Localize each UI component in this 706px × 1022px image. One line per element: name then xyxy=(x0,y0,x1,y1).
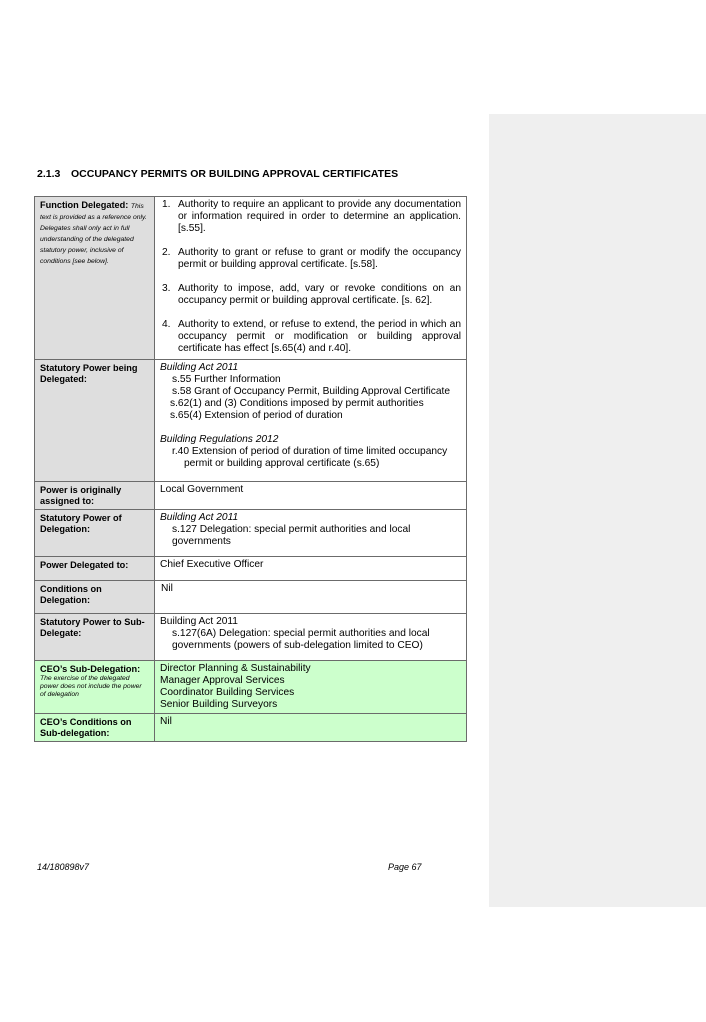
building-regulations-title: Building Regulations 2012 xyxy=(160,434,279,445)
assigned-label: Power is originally assigned to: xyxy=(35,482,155,510)
statutory-delegation-cell xyxy=(155,510,467,557)
regulation-40: r.40 Extension of period of duration of time limited occupancy permit or building approval certificate (s.65) xyxy=(172,446,448,469)
statutory-power-cell xyxy=(155,360,467,482)
ceo-sub-delegation-label: CEO’s Sub-Delegation: xyxy=(40,664,141,674)
assigned-value: Local Government xyxy=(155,482,467,510)
sub-delegate-item: Senior Building Surveyors xyxy=(160,699,278,710)
ceo-conditions-value: Nil xyxy=(155,714,467,742)
statutory-delegation-section: s.127 Delegation: special permit authorities and local governments xyxy=(172,524,411,547)
section-title: OCCUPANCY PERMITS OR BUILDING APPROVAL CERTIFICATES xyxy=(71,168,399,180)
ceo-sub-delegation-list xyxy=(155,661,467,714)
statutory-power-label: Statutory Power being Delegated: xyxy=(35,360,155,482)
sub-delegate-item: Manager Approval Services xyxy=(160,675,285,686)
comment-pane xyxy=(489,114,706,907)
row-ceo-sub-delegation xyxy=(35,661,467,714)
function-delegated-note: This text is provided as a reference only. Delegates shall only act in full understanding of the delegated statutory power, inclusive of conditions [see below]. xyxy=(40,203,147,265)
row-statutory-delegation xyxy=(35,510,467,557)
sub-delegate-item: Coordinator Building Services xyxy=(160,687,295,698)
conditions-label: Conditions on Delegation: xyxy=(35,581,155,614)
building-act-title: Building Act 2011 xyxy=(160,362,239,373)
function-item: 4. Authority to extend, or refuse to extend, the period in which an occupancy permit or modification or building approval certificate has effect [s.65(4) and r.40]. xyxy=(162,319,461,354)
conditions-value: Nil xyxy=(155,581,467,614)
delegation-table xyxy=(34,196,467,742)
document-reference: 14/180898v7 xyxy=(37,862,90,872)
function-list xyxy=(160,199,461,355)
row-function-delegated xyxy=(35,197,467,360)
function-item: 3. Authority to impose, add, vary or revoke conditions on an occupancy permit or building approval certificate. [s. 62]. xyxy=(162,283,461,306)
function-item: 1. Authority to require an applicant to provide any documentation or information required in order to determine an application. [s.55]. xyxy=(162,199,461,234)
section-number: 2.1.3 xyxy=(37,168,61,180)
row-assigned xyxy=(35,482,467,510)
row-delegated-to xyxy=(35,557,467,581)
row-ceo-conditions xyxy=(35,714,467,742)
sub-delegate-power-cell xyxy=(155,614,467,661)
sub-delegate-item: Director Planning & Sustainability xyxy=(160,663,311,674)
section-65: s.65(4) Extension of period of duration xyxy=(170,410,343,421)
row-conditions xyxy=(35,581,467,614)
section-62: s.62(1) and (3) Conditions imposed by permit authorities xyxy=(170,398,424,409)
sub-delegate-section: s.127(6A) Delegation: special permit authorities and local governments (powers of sub-delegation limited to CEO) xyxy=(172,628,430,651)
ceo-conditions-label: CEO’s Conditions on Sub-delegation: xyxy=(35,714,155,742)
statutory-delegation-act: Building Act 2011 xyxy=(160,512,239,523)
statutory-delegation-label: Statutory Power of Delegation: xyxy=(35,510,155,557)
row-sub-delegate-power xyxy=(35,614,467,661)
sub-delegate-power-label: Statutory Power to Sub-Delegate: xyxy=(35,614,155,661)
function-delegated-label: Function Delegated: xyxy=(40,200,129,210)
function-list-cell xyxy=(155,197,467,360)
section-58: s.58 Grant of Occupancy Permit, Building Approval Certificate xyxy=(172,386,451,397)
sub-delegate-act: Building Act 2011 xyxy=(160,616,238,627)
ceo-sub-delegation-note: The exercise of the delegated power does not include the power of delegation xyxy=(40,674,142,698)
section-55: s.55 Further Information xyxy=(172,374,281,385)
delegated-to-value: Chief Executive Officer xyxy=(155,557,467,581)
function-item: 2. Authority to grant or refuse to grant or modify the occupancy permit or building approval certificate. [s.58]. xyxy=(162,247,461,270)
function-delegated-label-cell xyxy=(35,197,155,360)
section-heading xyxy=(37,168,398,180)
row-statutory-power xyxy=(35,360,467,482)
ceo-sub-delegation-label-cell xyxy=(35,661,155,714)
page-number: Page 67 xyxy=(388,862,422,872)
delegated-to-label: Power Delegated to: xyxy=(35,557,155,581)
